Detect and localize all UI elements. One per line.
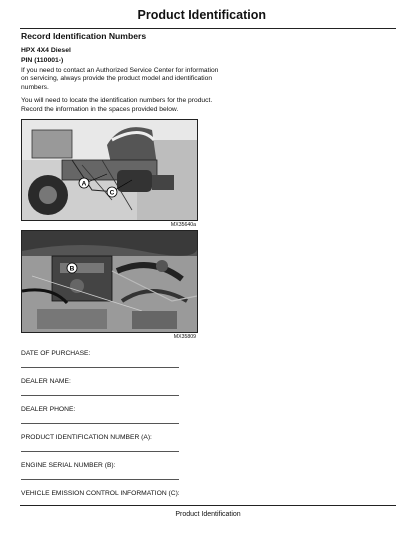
blank-line[interactable] xyxy=(21,367,179,368)
figure-vehicle-photo xyxy=(21,119,198,221)
footer-title: Product Identification xyxy=(175,511,241,518)
intro-paragraph: If you need to contact an Authorized Service Center for information on servicing, always provide the product model and identification numbers. xyxy=(21,67,219,91)
page-header xyxy=(20,4,396,29)
figure-caption: MX35640a xyxy=(170,222,196,229)
page-title: Product Identification xyxy=(137,8,266,22)
section-heading: Record Identification Numbers xyxy=(21,31,147,41)
field-date-of-purchase: DATE OF PURCHASE: xyxy=(21,350,221,368)
field-dealer-phone: DEALER PHONE: xyxy=(21,406,221,424)
blank-line[interactable] xyxy=(21,423,179,424)
pin-range: PIN (110001-) xyxy=(21,57,64,64)
blank-line[interactable] xyxy=(21,451,179,452)
blank-line[interactable] xyxy=(21,479,179,480)
page-footer xyxy=(20,505,396,518)
content xyxy=(21,31,221,507)
field-engine-serial-number: ENGINE SERIAL NUMBER (B): xyxy=(21,462,221,480)
callout-c-label: C xyxy=(109,189,115,197)
callout-b-label: B xyxy=(69,265,75,273)
field-emission-control-info: VEHICLE EMISSION CONTROL INFORMATION (C): xyxy=(21,490,180,498)
figure-caption: MX35809 xyxy=(173,334,196,341)
field-product-id-number: PRODUCT IDENTIFICATION NUMBER (A): xyxy=(21,434,221,452)
callout-a-label: A xyxy=(81,180,87,188)
figure-engine-photo xyxy=(21,230,198,333)
field-dealer-name: DEALER NAME: xyxy=(21,378,221,396)
instruction-paragraph: You will need to locate the identification numbers for the product. Record the information in the spaces provided below. xyxy=(21,97,213,113)
blank-line[interactable] xyxy=(21,395,179,396)
record-fields xyxy=(21,350,221,497)
model-name: HPX 4X4 Diesel xyxy=(21,47,71,54)
